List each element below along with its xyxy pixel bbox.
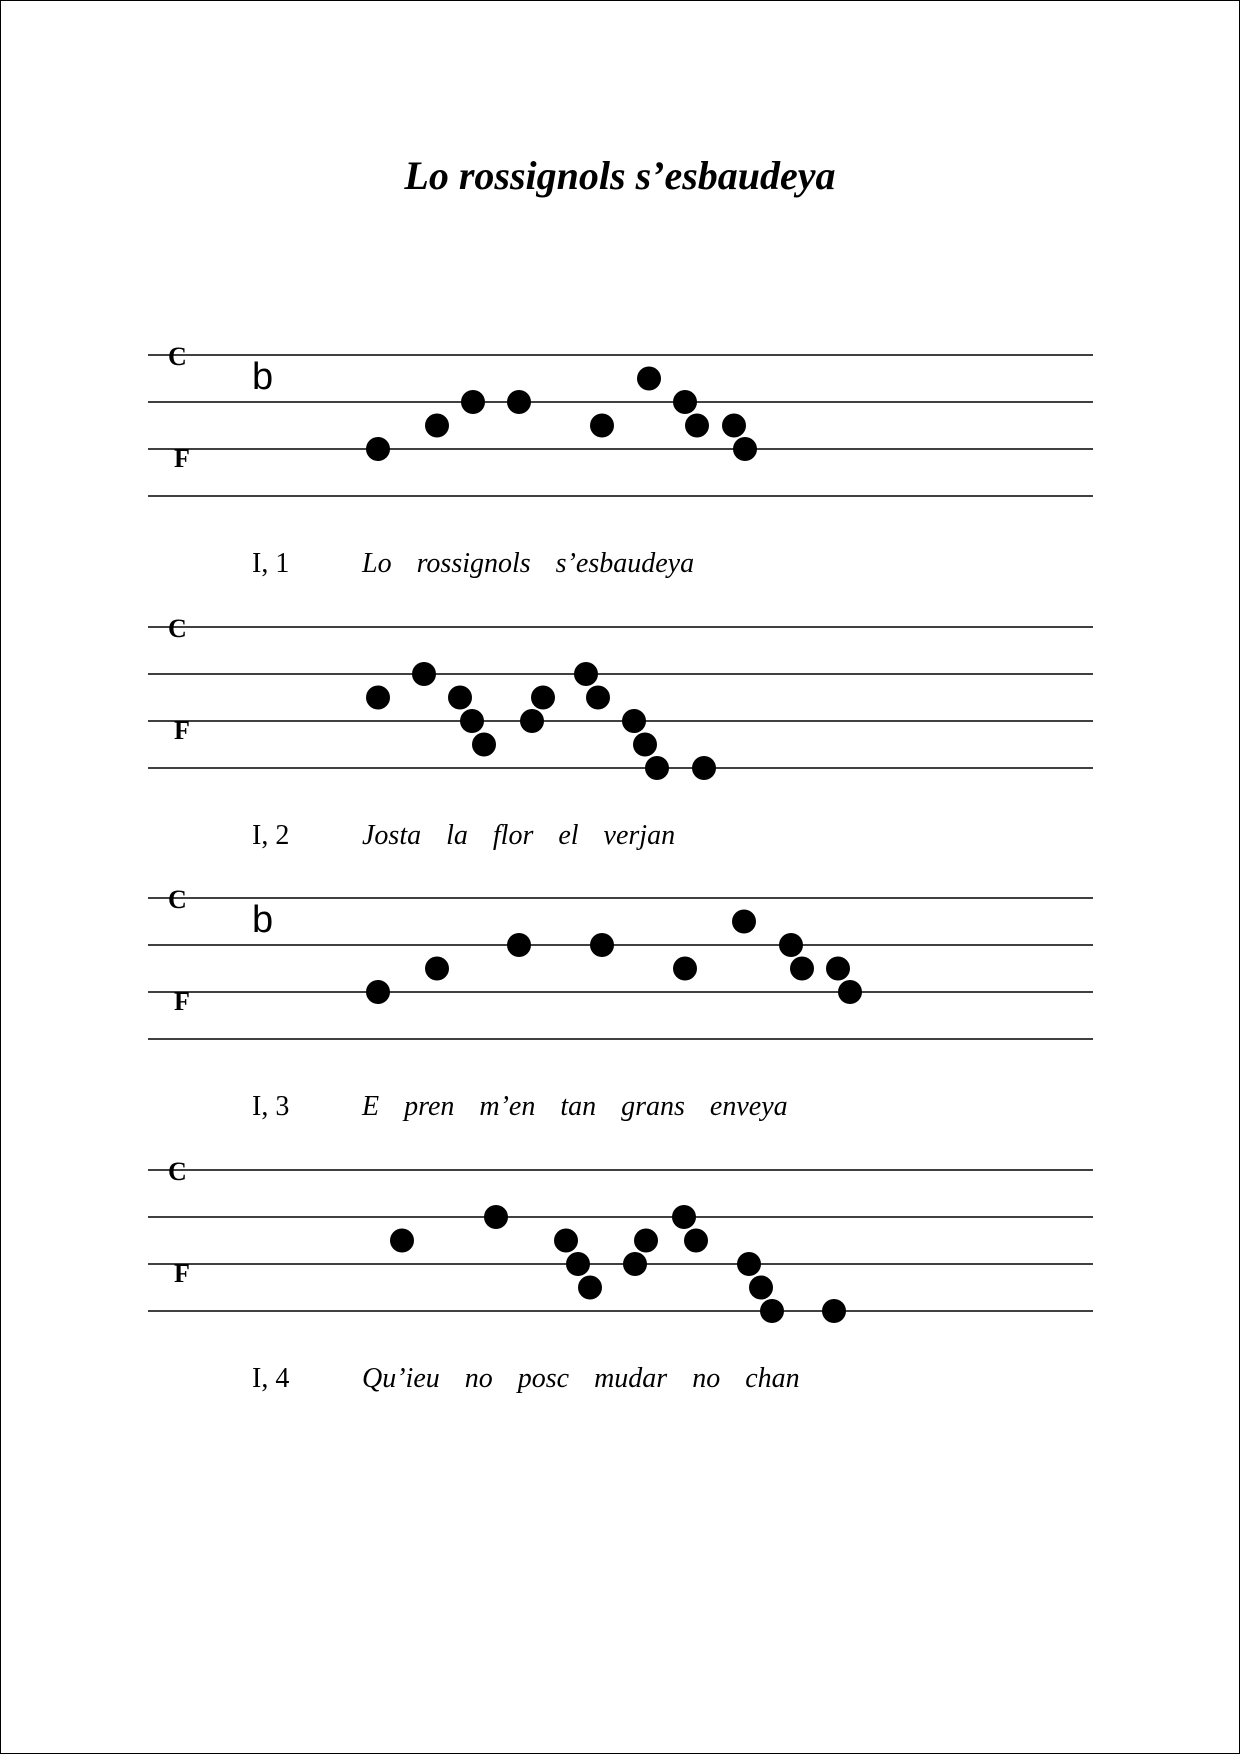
flat-sign: b (252, 356, 274, 398)
note-7 (673, 390, 697, 414)
note-1 (366, 437, 390, 461)
note-4 (460, 709, 484, 733)
verse-text: E pren m’en tan grans enveya (362, 1091, 788, 1122)
staff (0, 858, 1240, 1098)
note-5 (590, 414, 614, 438)
page-title: Lo rossignols s’esbaudeya (404, 153, 836, 198)
f-clef: F (174, 1259, 190, 1288)
note-11 (749, 1276, 773, 1300)
note-2 (412, 662, 436, 686)
note-6 (623, 1252, 647, 1276)
note-6 (520, 709, 544, 733)
note-6 (637, 367, 661, 391)
staff (0, 1130, 1240, 1370)
note-9 (826, 957, 850, 981)
note-10 (733, 437, 757, 461)
note-11 (633, 733, 657, 757)
note-8 (574, 662, 598, 686)
f-clef: F (174, 444, 190, 473)
note-3 (461, 390, 485, 414)
note-10 (737, 1252, 761, 1276)
note-7 (634, 1229, 658, 1253)
note-5 (673, 957, 697, 981)
verse-label: I, 1 (252, 548, 290, 579)
note-6 (732, 910, 756, 934)
note-3 (554, 1229, 578, 1253)
note-8 (672, 1205, 696, 1229)
c-clef: C (168, 885, 187, 914)
note-7 (531, 686, 555, 710)
note-2 (484, 1205, 508, 1229)
note-1 (366, 686, 390, 710)
note-12 (760, 1299, 784, 1323)
verse-text: Lo rossignols s’esbaudeya (362, 548, 695, 579)
note-5 (578, 1276, 602, 1300)
note-1 (366, 980, 390, 1004)
note-3 (507, 933, 531, 957)
f-clef: F (174, 987, 190, 1016)
staff (0, 315, 1240, 555)
note-13 (692, 756, 716, 780)
verse-label: I, 4 (252, 1363, 290, 1394)
notation-system-3 (0, 858, 1240, 1098)
note-7 (779, 933, 803, 957)
note-4 (507, 390, 531, 414)
note-10 (838, 980, 862, 1004)
c-clef: C (168, 342, 187, 371)
note-4 (590, 933, 614, 957)
note-3 (448, 686, 472, 710)
verse-text: Josta la flor el verjan (362, 820, 676, 851)
note-9 (722, 414, 746, 438)
c-clef: C (168, 1157, 187, 1186)
note-9 (684, 1229, 708, 1253)
c-clef: C (168, 614, 187, 643)
flat-sign: b (252, 899, 274, 941)
f-clef: F (174, 716, 190, 745)
verse-label: I, 3 (252, 1091, 290, 1122)
staff (0, 587, 1240, 827)
notation-system-1 (0, 315, 1240, 555)
verse-label: I, 2 (252, 820, 290, 851)
note-8 (790, 957, 814, 981)
note-10 (622, 709, 646, 733)
notation-system-2 (0, 587, 1240, 827)
note-9 (586, 686, 610, 710)
note-4 (566, 1252, 590, 1276)
notation-system-4 (0, 1130, 1240, 1370)
note-2 (425, 957, 449, 981)
verse-text: Qu’ieu no posc mudar no chan (362, 1363, 800, 1394)
note-1 (390, 1229, 414, 1253)
note-13 (822, 1299, 846, 1323)
note-5 (472, 733, 496, 757)
note-2 (425, 414, 449, 438)
note-8 (685, 414, 709, 438)
note-12 (645, 756, 669, 780)
